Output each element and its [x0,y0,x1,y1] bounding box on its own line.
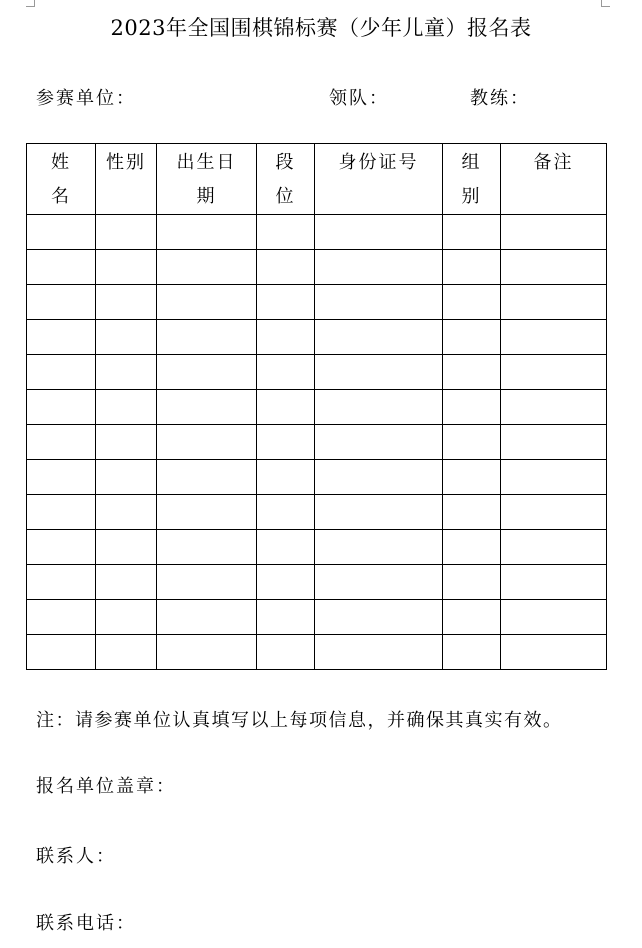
table-cell[interactable] [257,600,315,635]
registration-table [26,143,607,670]
table-cell[interactable] [315,530,443,565]
table-cell[interactable] [257,460,315,495]
table-cell[interactable] [157,355,257,390]
table-cell[interactable] [501,565,607,600]
table-cell[interactable] [157,215,257,250]
table-cell[interactable] [27,425,96,460]
table-cell[interactable] [315,215,443,250]
table-row [27,460,607,495]
header-id-number: 身份证号 [315,144,443,215]
table-cell[interactable] [501,530,607,565]
header-name: 姓 名 [27,144,96,215]
table-cell[interactable] [257,215,315,250]
table-cell[interactable] [157,460,257,495]
table-row [27,530,607,565]
table-cell[interactable] [27,355,96,390]
header-gender: 性别 [96,144,157,215]
table-cell[interactable] [315,285,443,320]
table-cell[interactable] [96,215,157,250]
table-cell[interactable] [315,320,443,355]
table-cell[interactable] [501,285,607,320]
table-cell[interactable] [501,600,607,635]
table-cell[interactable] [257,635,315,670]
table-row [27,635,607,670]
table-row [27,495,607,530]
table-cell[interactable] [157,320,257,355]
team-leader-label: 领队： [329,88,389,109]
table-cell[interactable] [27,495,96,530]
table-cell[interactable] [257,565,315,600]
table-cell[interactable] [443,390,501,425]
document-title: 2023年全国围棋锦标赛（少年儿童）报名表 [110,16,532,40]
header-birth-date: 出生日 期 [157,144,257,215]
table-cell[interactable] [257,250,315,285]
table-cell[interactable] [257,355,315,390]
table-cell[interactable] [27,390,96,425]
table-cell[interactable] [96,425,157,460]
table-cell[interactable] [96,460,157,495]
participating-unit-label: 参赛单位： [36,88,136,109]
instruction-note: 注：请参赛单位认真填写以上每项信息，并确保其真实有效。 [36,710,563,731]
table-row [27,215,607,250]
table-cell[interactable] [27,320,96,355]
table-cell[interactable] [27,600,96,635]
table-cell[interactable] [27,565,96,600]
table-cell[interactable] [501,425,607,460]
table-row [27,320,607,355]
table-cell[interactable] [443,460,501,495]
header-dan-rank: 段 位 [257,144,315,215]
table-cell[interactable] [501,460,607,495]
table-row [27,355,607,390]
header-remarks: 备注 [501,144,607,215]
table-cell[interactable] [501,215,607,250]
table-cell[interactable] [257,285,315,320]
table-cell[interactable] [157,565,257,600]
table-cell[interactable] [443,495,501,530]
table-cell[interactable] [315,460,443,495]
table-cell[interactable] [443,355,501,390]
table-cell[interactable] [443,565,501,600]
page-corner-mark-right [601,0,610,7]
table-row [27,600,607,635]
table-cell[interactable] [443,285,501,320]
table-cell[interactable] [157,390,257,425]
table-cell[interactable] [257,425,315,460]
page-corner-mark-left [26,0,35,7]
table-cell[interactable] [96,600,157,635]
table-cell[interactable] [315,495,443,530]
table-cell[interactable] [157,285,257,320]
table-cell[interactable] [27,460,96,495]
table-cell[interactable] [501,355,607,390]
contact-phone-label: 联系电话： [36,913,136,934]
table-cell[interactable] [157,635,257,670]
table-cell[interactable] [315,635,443,670]
table-cell[interactable] [96,390,157,425]
table-cell[interactable] [157,425,257,460]
unit-seal-label: 报名单位盖章： [36,776,176,797]
table-cell[interactable] [257,320,315,355]
table-row [27,565,607,600]
table-cell[interactable] [96,635,157,670]
header-group: 组 别 [443,144,501,215]
table-cell[interactable] [315,250,443,285]
table-cell[interactable] [157,250,257,285]
table-cell[interactable] [315,425,443,460]
table-cell[interactable] [27,285,96,320]
table-cell[interactable] [27,530,96,565]
contact-person-label: 联系人： [36,846,116,867]
table-cell[interactable] [315,565,443,600]
table-cell[interactable] [501,390,607,425]
table-cell[interactable] [257,495,315,530]
table-cell[interactable] [315,390,443,425]
table-row [27,425,607,460]
table-cell[interactable] [96,250,157,285]
table-cell[interactable] [157,600,257,635]
table-cell[interactable] [96,495,157,530]
table-cell[interactable] [96,285,157,320]
table-cell[interactable] [443,320,501,355]
table-cell[interactable] [443,600,501,635]
table-cell[interactable] [257,530,315,565]
table-row [27,390,607,425]
table-cell[interactable] [501,320,607,355]
table-cell[interactable] [501,250,607,285]
table-cell[interactable] [157,495,257,530]
table-row [27,285,607,320]
table-cell[interactable] [157,530,257,565]
coach-label: 教练： [470,88,530,109]
table-cell[interactable] [96,320,157,355]
table-cell[interactable] [501,635,607,670]
table-cell[interactable] [27,250,96,285]
table-cell[interactable] [315,355,443,390]
table-row [27,250,607,285]
table-cell[interactable] [443,250,501,285]
table-cell[interactable] [443,530,501,565]
table-cell[interactable] [257,390,315,425]
table-cell[interactable] [27,215,96,250]
table-cell[interactable] [501,495,607,530]
table-cell[interactable] [443,635,501,670]
table-cell[interactable] [96,530,157,565]
table-cell[interactable] [315,600,443,635]
table-cell[interactable] [443,425,501,460]
table-cell[interactable] [96,355,157,390]
table-cell[interactable] [96,565,157,600]
table-header-row [27,144,607,215]
table-cell[interactable] [443,215,501,250]
table-cell[interactable] [27,635,96,670]
